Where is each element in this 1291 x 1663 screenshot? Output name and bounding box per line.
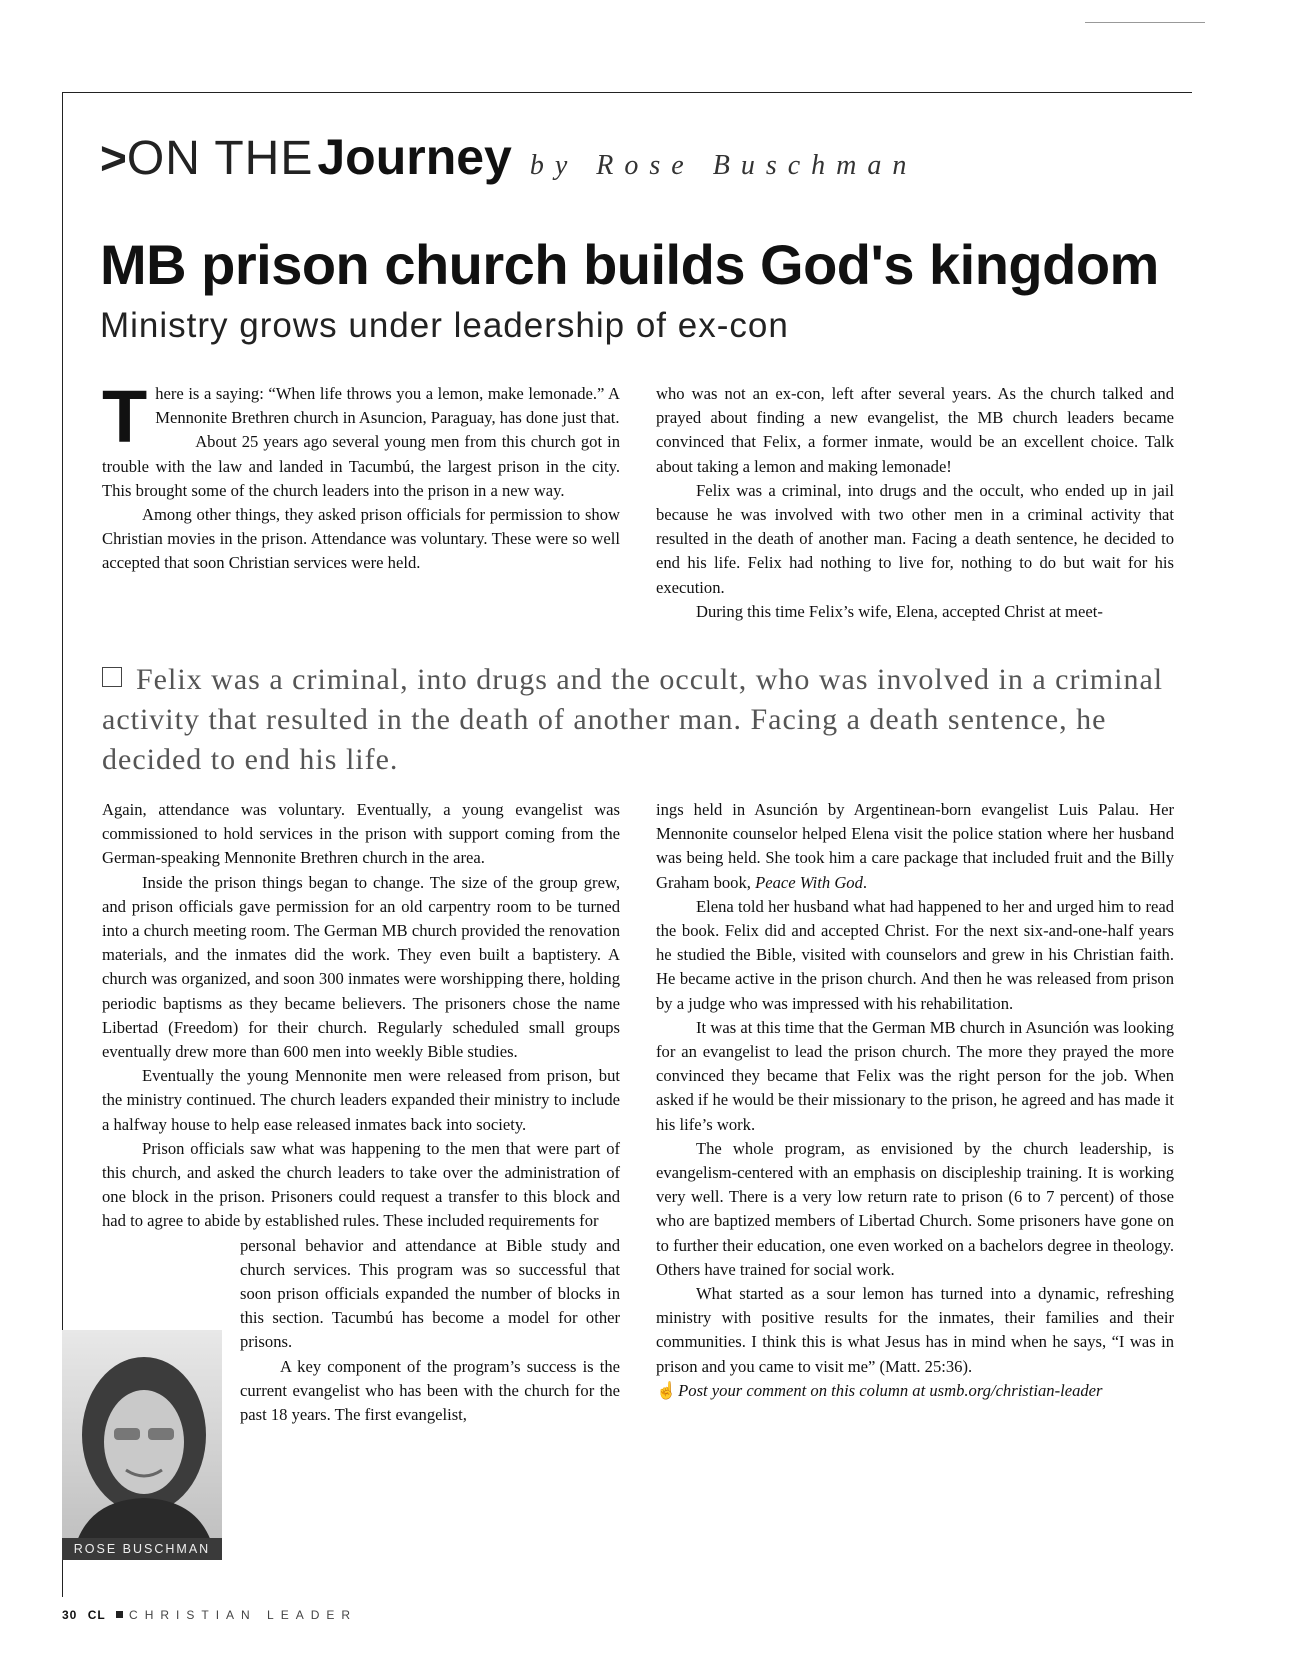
checkbox-square-icon	[102, 667, 122, 687]
paragraph-text: here is a saying: “When life throws you a lemon, make lemonade.” A Mennonite Brethren church in Asuncion, Paraguay, has done just that.	[155, 384, 620, 428]
paragraph: About 25 years ago several young men from this church got in trouble with the law and landed in Tacumbú, the largest prison in the city. This brought some of the church leaders into the prison in a new way.	[102, 432, 620, 500]
wrapped-text-beside-photo	[240, 1234, 620, 1428]
paragraph: The whole program, as envisioned by the church leadership, is evangelism-centered with an emphasis on discipleship training. It is working very well. There is a very low return rate to prison (6 to 7 percent) of those who are baptized members of Libertad Church. Some prisoners have gone on to further their education, one even worked on a bachelors degree in theology. Others have trained for social work.	[656, 1138, 1174, 1279]
byline: by Rose Buschman	[529, 150, 918, 181]
kicker-journey: Journey	[317, 129, 512, 185]
page-footer	[62, 1608, 357, 1622]
column-2	[656, 382, 1174, 624]
book-title: Peace With God	[755, 872, 863, 892]
kicker-arrow: >	[100, 132, 127, 184]
frame-rule-top	[62, 92, 1192, 93]
paragraph: What started as a sour lemon has turned into a dynamic, refreshing ministry with positive results for the inmates, their families and their communities. I think this is what Jesus has in mind when he says, “I was in prison and you came to visit me” (Matt. 25:36).	[656, 1284, 1174, 1376]
column-4	[656, 798, 1174, 1403]
magazine-abbr: CL	[87, 1608, 106, 1622]
paragraph: Elena told her husband what had happened to her and urged him to read the book. Felix did and accepted Christ. For the next six-and-one-half years he studied the Bible, visited with counselors and grew in his Christian faith. He became active in the prison church. And then he was released from prison by a judge who was impressed with his rehabilitation.	[656, 896, 1174, 1013]
paragraph: Inside the prison things began to change. The size of the group grew, and prison officials gave permission for an old carpentry room to be turned into a church meeting room. The German MB church provided the renovation materials, and the inmates did the work. They even built a baptistery. A church was organized, and soon 300 inmates were worshipping there, holding periodic baptisms as they became believers. The prisoners chose the name Libertad (Freedom) for their church. Regularly scheduled small groups eventually drew more than 600 men into weekly Bible studies.	[102, 872, 620, 1062]
square-bullet-icon	[116, 1611, 123, 1618]
paragraph: Eventually the young Mennonite men were released from prison, but the ministry continued. The church leaders expanded their ministry to include a halfway house to help ease released inmates back into society.	[102, 1066, 620, 1134]
author-photo	[62, 1330, 222, 1560]
pull-quote-text: Felix was a criminal, into drugs and the occult, who was involved in a criminal activity that resulted in the death of another man. Facing a death sentence, he decided to end his life.	[102, 663, 1164, 776]
paragraph: It was at this time that the German MB church in Asunción was looking for an evangelist to lead the prison church. The more they prayed the more convinced they became that Felix was the right person for the job. When asked if he would be their missionary to the prison, he agreed and has made it his life’s work.	[656, 1017, 1174, 1134]
paragraph	[102, 375, 620, 458]
paragraph: Again, attendance was voluntary. Eventually, a young evangelist was commissioned to hold services in the prison with support coming from the German-speaking Mennonite Brethren church in the area.	[102, 800, 620, 868]
paragraph-text: ings held in Asunción by Argentinean-born evangelist Luis Palau. Her Mennonite counselor helped Elena visit the police station where her husband was being held. She took him a care package that included fruit and the Billy Graham book,	[656, 800, 1174, 892]
paragraph: A key component of the program’s success is the current evangelist who has been with the church for the past 18 years. The first evangelist,	[240, 1356, 621, 1425]
paragraph-text: .	[862, 872, 868, 892]
drop-cap: T	[102, 375, 148, 458]
web-comment-text: Post your comment on this column at usmb.org/christian-leader	[678, 1380, 1103, 1400]
subhead: Ministry grows under leadership of ex-con	[100, 306, 789, 345]
paragraph: Felix was a criminal, into drugs and the occult, who ended up in jail because he was involved with two other men in a criminal activity that resulted in the death of another man. Facing a death sentence, he decided to end his life. Felix had nothing to live for, nothing to do but wait for his execution.	[656, 480, 1174, 597]
headline: MB prison church builds God's kingdom	[100, 233, 1159, 296]
column-1	[102, 375, 620, 576]
author-portrait-icon	[62, 1330, 222, 1560]
web-comment-note[interactable]	[656, 1379, 1174, 1403]
mouse-click-icon: ☝	[656, 1380, 677, 1400]
paragraph	[656, 798, 1174, 895]
page-number: 30	[62, 1608, 78, 1622]
photo-caption: ROSE BUSCHMAN	[62, 1538, 222, 1560]
paragraph: Prison officials saw what was happening to the men that were part of this church, and asked the church leaders to take over the administration of one block in the prison. Prisoners could request a transfer to this block and had to agree to abide by established rules. These included requirements for	[102, 1138, 621, 1231]
paragraph: who was not an ex-con, left after several years. As the church talked and prayed about finding a new evangelist, the MB church leaders became convinced that Felix, a former inmate, would be an excellent choice. Talk about taking a lemon and making lemonade!	[656, 384, 1174, 476]
kicker-on-the: ON THE	[126, 132, 314, 185]
paragraph: During this time Felix’s wife, Elena, accepted Christ at meet-	[696, 601, 1103, 621]
pull-quote	[102, 660, 1182, 780]
paragraph: Among other things, they asked prison officials for permission to show Christian movies in the prison. Attendance was voluntary. These were so well accepted that soon Christian services were held.	[102, 505, 620, 573]
top-rule	[1085, 22, 1205, 23]
magazine-name: CHRISTIAN LEADER	[129, 1608, 358, 1622]
column-kicker	[100, 128, 917, 186]
paragraph-continued: personal behavior and attendance at Bible study and church services. This program was so successful that soon prison officials expanded the number of blocks in this section. Tacumbú has become a model for other prisons.	[240, 1235, 621, 1352]
